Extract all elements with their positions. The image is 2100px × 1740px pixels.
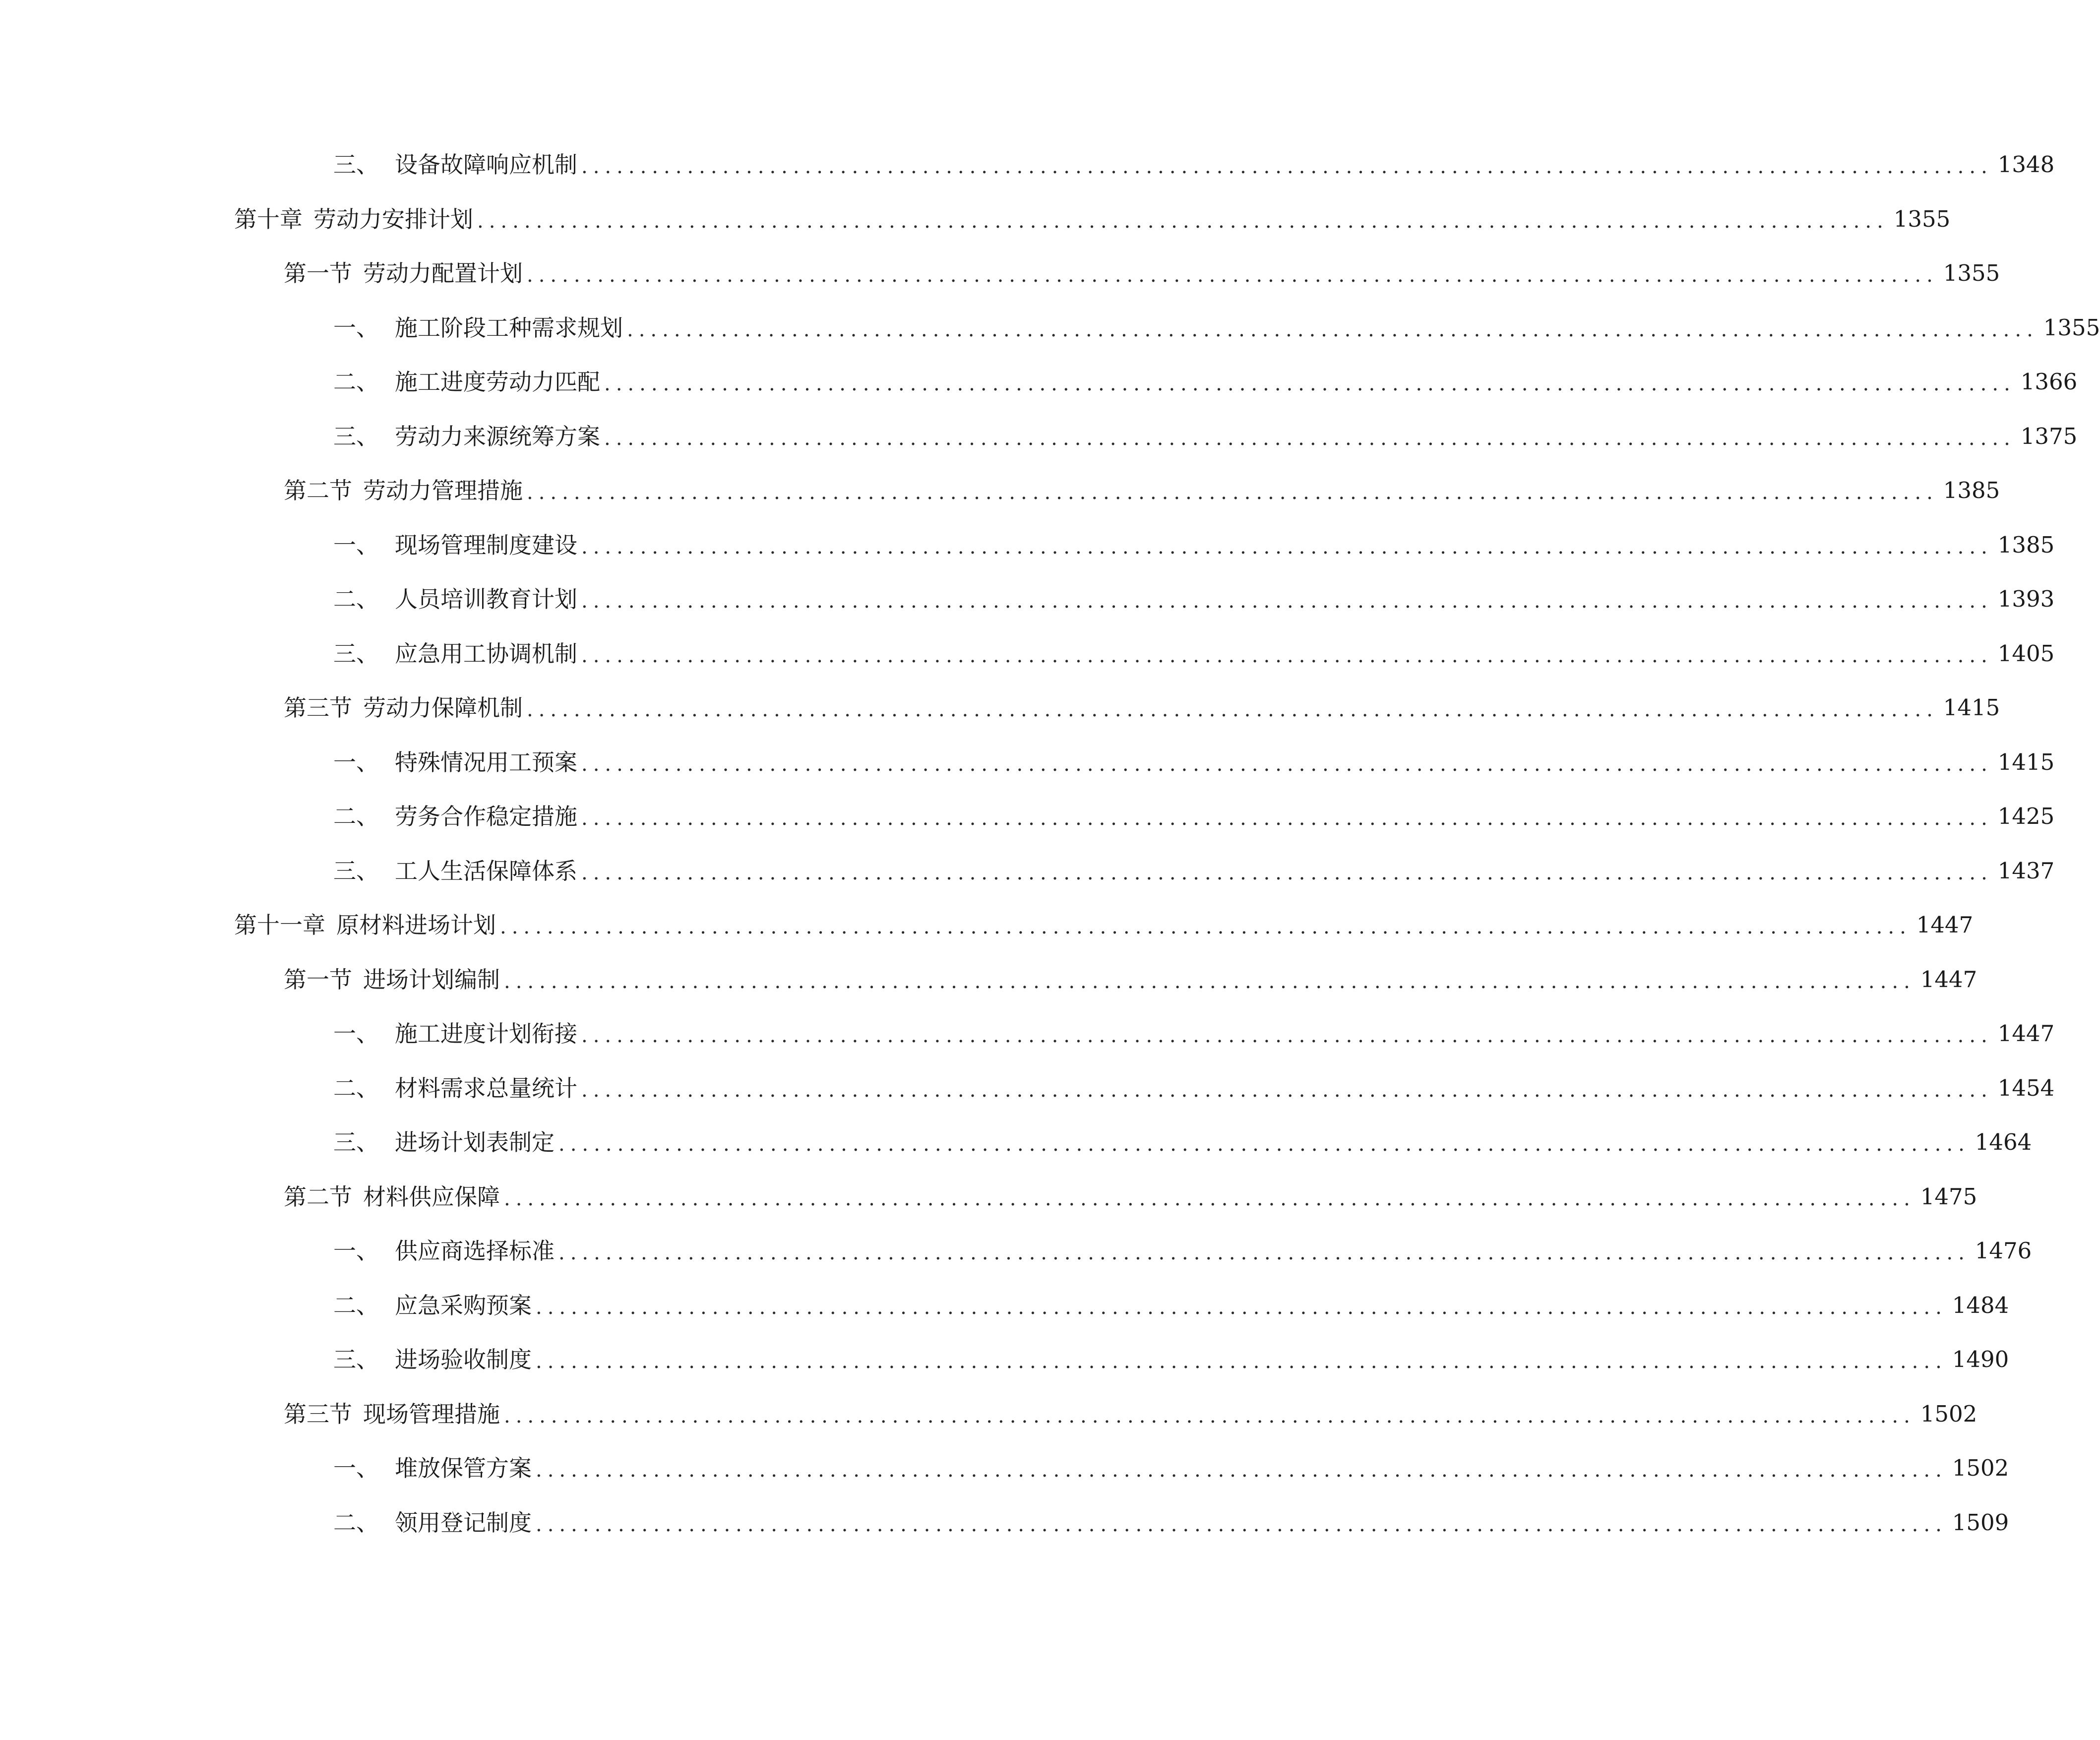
toc-entry-prefix: 二、 [333, 803, 379, 830]
toc-entry-page: 1348 [1997, 151, 2055, 178]
toc-entry-title: 现场管理措施 [363, 1401, 500, 1428]
toc-entry-prefix: 一、 [333, 1238, 379, 1264]
toc-entry[interactable] [333, 525, 2054, 565]
toc-entry-title: 劳务合作稳定措施 [395, 803, 577, 830]
toc-entry-page: 1454 [1997, 1075, 2055, 1101]
toc-entry[interactable] [333, 797, 2054, 836]
toc-entry-title: 现场管理制度建设 [395, 532, 577, 559]
toc-entry-title: 领用登记制度 [395, 1509, 532, 1536]
toc-leader-dots: ........................................................................................................................ [527, 698, 1938, 721]
toc-leader-dots: ........................................................................................................................ [604, 427, 2016, 450]
toc-entry[interactable] [234, 905, 1973, 945]
toc-entry-page: 1355 [1893, 206, 1951, 232]
toc-entry-title: 劳动力配置计划 [363, 260, 523, 287]
toc-leader-dots: ........................................................................................................................ [581, 536, 1993, 559]
toc-entry-prefix: 第十一章 [234, 912, 325, 938]
toc-entry-title: 堆放保管方案 [395, 1455, 532, 1482]
toc-entry-page: 1425 [1997, 803, 2055, 829]
toc-entry[interactable] [333, 1286, 2009, 1325]
toc-entry-prefix: 一、 [333, 532, 379, 559]
toc-entry-prefix: 三、 [333, 423, 379, 450]
toc-entry-prefix: 第十章 [234, 206, 303, 233]
toc-entry-prefix: 一、 [333, 1455, 379, 1482]
toc-entry-title: 施工进度计划衔接 [395, 1020, 577, 1047]
toc-leader-dots: ........................................................................................................................ [581, 1024, 1993, 1047]
toc-entry-page: 1490 [1952, 1346, 2009, 1372]
toc-entry-title: 进场验收制度 [395, 1346, 532, 1373]
toc-entry-title: 进场计划编制 [363, 966, 500, 993]
toc-entry-page: 1366 [2020, 369, 2078, 395]
toc-entry-prefix: 二、 [333, 1509, 379, 1536]
toc-leader-dots: ........................................................................................................................ [558, 1133, 1970, 1156]
toc-leader-dots: ........................................................................................................................ [527, 481, 1938, 504]
toc-entry-prefix: 三、 [333, 858, 379, 884]
toc-leader-dots: ........................................................................................................................ [536, 1459, 1947, 1482]
toc-entry-page: 1405 [1997, 640, 2055, 667]
toc-leader-dots: ........................................................................................................................ [581, 753, 1993, 776]
toc-entry-prefix: 一、 [333, 1020, 379, 1047]
toc-leader-dots: ........................................................................................................................ [477, 210, 1889, 233]
toc-leader-dots: ........................................................................................................................ [536, 1513, 1947, 1536]
toc-entry-prefix: 第一节 [284, 260, 352, 287]
toc-entry[interactable] [333, 1068, 2054, 1108]
toc-entry-page: 1437 [1997, 858, 2055, 884]
toc-entry[interactable] [333, 1014, 2054, 1054]
toc-entry-page: 1509 [1952, 1509, 2009, 1536]
toc-entry-title: 供应商选择标准 [395, 1238, 555, 1264]
toc-entry-prefix: 第三节 [284, 694, 352, 721]
toc-entry-prefix: 二、 [333, 1292, 379, 1319]
toc-entry-title: 人员培训教育计划 [395, 586, 577, 613]
toc-entry[interactable] [333, 634, 2054, 674]
toc-entry-prefix: 二、 [333, 586, 379, 613]
toc-leader-dots: ........................................................................................................................ [604, 373, 2016, 395]
toc-entry-title: 特殊情况用工预案 [395, 749, 577, 776]
toc-leader-dots: ........................................................................................................................ [527, 264, 1938, 287]
toc-leader-dots: ........................................................................................................................ [500, 916, 1912, 938]
toc-leader-dots: ........................................................................................................................ [558, 1242, 1970, 1264]
toc-entry-title: 施工阶段工种需求规划 [395, 314, 623, 341]
toc-entry-prefix: 三、 [333, 151, 379, 178]
toc-entry[interactable] [333, 1231, 2032, 1271]
toc-entry[interactable] [333, 1503, 2009, 1543]
toc-leader-dots: ........................................................................................................................ [536, 1296, 1947, 1319]
toc-leader-dots: ........................................................................................................................ [536, 1350, 1947, 1373]
toc-entry-page: 1502 [1920, 1401, 1977, 1427]
toc-leader-dots: ........................................................................................................................ [504, 970, 1915, 993]
toc-leader-dots: ........................................................................................................................ [581, 807, 1993, 830]
toc-entry[interactable] [333, 362, 2077, 402]
toc-entry[interactable] [333, 1448, 2009, 1488]
toc-entry[interactable] [333, 1340, 2009, 1379]
toc-entry-page: 1475 [1920, 1183, 1977, 1210]
toc-entry-title: 进场计划表制定 [395, 1129, 555, 1156]
toc-entry-title: 应急采购预案 [395, 1292, 532, 1319]
toc-entry-prefix: 一、 [333, 314, 379, 341]
toc-entry-prefix: 二、 [333, 1075, 379, 1102]
toc-entry-page: 1484 [1952, 1292, 2009, 1318]
toc-leader-dots: ........................................................................................................................ [504, 1187, 1915, 1210]
toc-entry-title: 材料供应保障 [363, 1183, 500, 1210]
toc-entry-prefix: 第二节 [284, 477, 352, 504]
toc-leader-dots: ........................................................................................................................ [581, 862, 1993, 884]
toc-entry-prefix: 第一节 [284, 966, 352, 993]
toc-entry-title: 应急用工协调机制 [395, 640, 577, 667]
toc-entry-prefix: 一、 [333, 749, 379, 776]
toc-entry-title: 设备故障响应机制 [395, 151, 577, 178]
toc-entry[interactable] [333, 579, 2054, 619]
toc-entry-title: 劳动力管理措施 [363, 477, 523, 504]
toc-entry-title: 工人生活保障体系 [395, 858, 577, 884]
toc-entry[interactable] [333, 145, 2054, 185]
toc-leader-dots: ........................................................................................................................ [581, 155, 1993, 178]
toc-entry[interactable] [234, 199, 1950, 239]
toc-entry-prefix: 三、 [333, 640, 379, 667]
toc-entry-page: 1476 [1975, 1238, 2032, 1264]
toc-entry-page: 1464 [1975, 1129, 2032, 1155]
toc-leader-dots: ........................................................................................................................ [581, 644, 1993, 667]
toc-entry-prefix: 三、 [333, 1346, 379, 1373]
toc-entry[interactable] [333, 743, 2054, 782]
toc-entry-page: 1447 [1997, 1020, 2055, 1047]
toc-entry[interactable] [284, 1177, 1977, 1217]
toc-entry-page: 1447 [1920, 966, 1977, 993]
toc-entry-prefix: 三、 [333, 1129, 379, 1156]
toc-entry-page: 1375 [2020, 423, 2078, 449]
toc-leader-dots: ........................................................................................................................ [504, 1405, 1915, 1428]
toc-entry-page: 1355 [1943, 260, 2000, 286]
toc-entry-prefix: 第三节 [284, 1401, 352, 1428]
toc-entry[interactable] [284, 253, 2000, 293]
toc-entry-title: 原材料进场计划 [336, 912, 496, 938]
toc-entry-title: 劳动力保障机制 [363, 694, 523, 721]
toc-entry-prefix: 二、 [333, 369, 379, 395]
toc-entry[interactable] [284, 688, 2000, 728]
toc-entry-title: 劳动力安排计划 [313, 206, 473, 233]
toc-leader-dots: ........................................................................................................................ [627, 318, 2038, 341]
toc-entry-page: 1385 [1997, 532, 2055, 558]
toc-leader-dots: ........................................................................................................................ [581, 1079, 1993, 1102]
toc-entry-prefix: 第二节 [284, 1183, 352, 1210]
toc-leader-dots: ........................................................................................................................ [581, 590, 1993, 613]
toc-entry-page: 1393 [1997, 586, 2055, 612]
toc-entry-title: 施工进度劳动力匹配 [395, 369, 600, 395]
toc-entry-page: 1355 [2043, 314, 2100, 341]
toc-entry[interactable] [333, 851, 2054, 891]
toc-entry-page: 1415 [1943, 694, 2000, 721]
toc-entry-page: 1502 [1952, 1455, 2009, 1481]
toc-entry-page: 1447 [1916, 912, 1974, 938]
toc-entry[interactable] [333, 1122, 2032, 1162]
toc-entry-title: 材料需求总量统计 [395, 1075, 577, 1102]
toc-entry-page: 1415 [1997, 749, 2055, 775]
toc-entry[interactable] [284, 1394, 1977, 1434]
toc-entry[interactable] [284, 960, 1977, 999]
toc-entry-title: 劳动力来源统筹方案 [395, 423, 600, 450]
toc-entry[interactable] [284, 471, 2000, 510]
toc-entry-page: 1385 [1943, 477, 2000, 503]
toc-entry[interactable] [333, 417, 2077, 456]
toc-entry[interactable] [333, 308, 2100, 348]
